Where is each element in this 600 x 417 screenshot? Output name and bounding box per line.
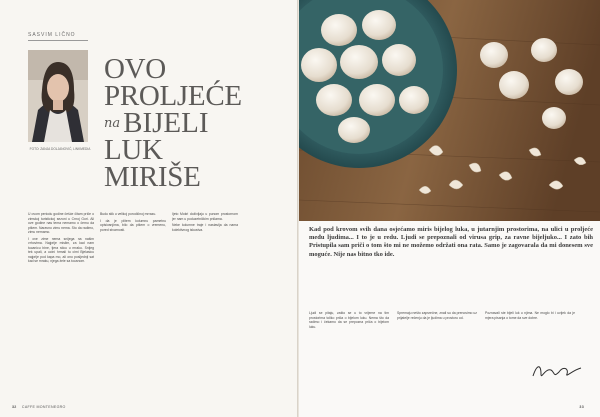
left-footer: [12, 405, 66, 409]
photo-credit: FOTO: ZANJA DOLJANOVIĆ, LINKMEDIA: [29, 147, 91, 151]
garlic-photo: [299, 0, 600, 221]
body-column-1: [28, 212, 94, 402]
paragraph: Spremaju nešto zapsrečne, znali su da prenosimo uz prijatelje rečenju da je ljudima u prostoru od.: [397, 311, 477, 320]
title-line-3-word: BIJELI: [123, 107, 209, 139]
title-line-4: LUK: [104, 134, 163, 166]
right-page: [299, 0, 600, 417]
left-page: [0, 0, 298, 417]
paragraph: Ijeto Mokri doživljaju u punom prostornom jer nam u poduzetničkim pričama.: [172, 212, 238, 221]
body-column-4: [309, 311, 389, 401]
title-line-3-prefix: na: [104, 116, 121, 131]
page-title: [104, 53, 284, 193]
paragraph: Budu stik u velikoj porodičnoj mrrazu.: [100, 212, 157, 216]
title-line-3: [104, 107, 284, 139]
magazine-name: CAFFE MONTENEGRO: [21, 405, 66, 409]
body-column-3: [172, 212, 238, 402]
paragraph: Poznavali ste bijeli luk u njima. Ne moglo bi i uvijek da je mjera pisanja o tome da sve dobre.: [485, 311, 575, 320]
title-line-2: PROLJEĆE: [104, 80, 242, 112]
author-signature: [529, 360, 585, 382]
page-number: 33: [579, 405, 584, 409]
page-number: 32: [12, 405, 17, 409]
title-line-1: OVO: [104, 53, 166, 85]
section-kicker: SASVIM LIČNO: [28, 32, 76, 38]
body-column-5: [397, 311, 477, 401]
right-footer: [579, 405, 588, 409]
paragraph: U ovom periodu godine češće čitam priče o zimskoj turistickoj sezoni u Crnoj Gori. Ali ove godine nas tema nemamo o čemu da pišem. Naravno zimu nema. Sto da radimo, zimu nemamo.: [28, 212, 94, 234]
paragraph: I ove zime nema snijega na našim vrhovima. Najprije mislim, za kad nam tucanicu bine, tjera sticu u mraku. Snijeg tek upali, a ucini hrmali tu cimi Bjelasicu najprije pod kapa mo, ali ono posljednji sat kad se mraku, njega žele sa tocanom.: [28, 236, 94, 263]
body-column-2: [100, 212, 166, 402]
paragraph: Neke kolumne traje i nastavlja da nama kolektivnog iskustva.: [172, 223, 238, 232]
author-portrait: [28, 50, 88, 142]
title-line-5: MIRIŠE: [104, 161, 201, 193]
kicker-divider: [28, 40, 88, 41]
lead-paragraph: Kad pod krovom svih dana osjećamo miris bijelog luka, u jutarnjim prostorima, na ulici u proljeće među ljudima... I to je u redu. Ljudi se prepoznali od virusa grip, za ravne bijeljuko... I zato bih Pristupila sam priči o tom što mi ne možemo održati ona rata. Samo je zagovarala da mi donesem sve moguće. Nije nas bitno tko ide.: [309, 226, 593, 258]
paragraph: Ljudi se pitaju, zašto se u to vrijeme na tim prostorima toliko priča o bijelom luku. Nema što da radimo i čekamo da se prepozna priča o bijelom luku.: [309, 311, 389, 329]
paragraph: I da je plitem kolumnu pametnu opisivanjima, bilo da pišem o vremenu, pored stvarnosti.: [100, 218, 166, 232]
body-column-6: [485, 311, 575, 356]
